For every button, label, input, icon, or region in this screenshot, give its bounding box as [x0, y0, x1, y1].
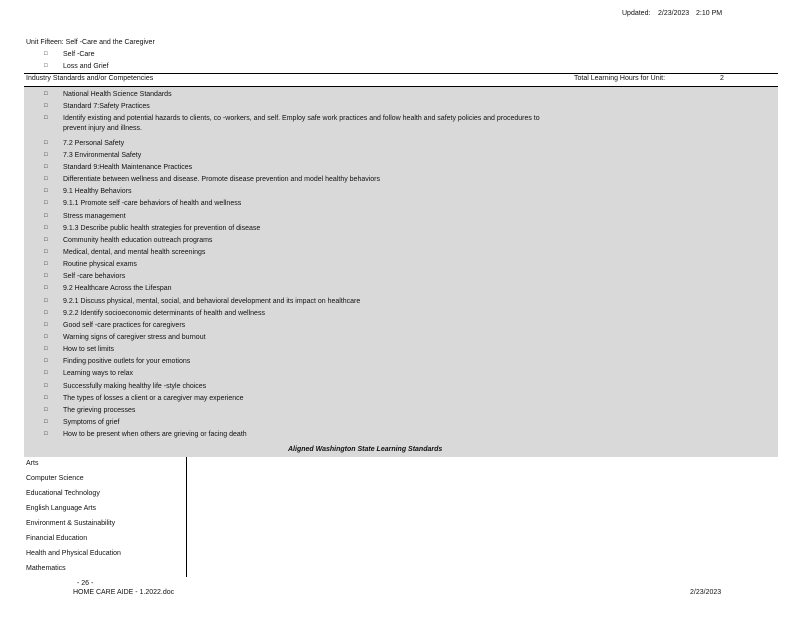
- standard-bullet: □: [44, 309, 48, 316]
- standard-bullet: □: [44, 285, 48, 292]
- standard-item: 7.2 Personal Safety: [63, 139, 125, 147]
- standard-item: The types of losses a client or a caregiver may experience: [63, 394, 244, 402]
- standard-item: Symptoms of grief: [63, 419, 120, 427]
- subject-item: Educational Technology: [26, 490, 100, 497]
- standard-bullet: □: [44, 103, 48, 110]
- standard-bullet: □: [44, 115, 48, 122]
- standard-item: prevent injury and illness.: [63, 125, 142, 133]
- standard-item: 9.1.1 Promote self -care behaviors of health and wellness: [63, 200, 242, 208]
- standard-bullet: □: [44, 163, 48, 170]
- standard-item: National Health Science Standards: [63, 91, 172, 98]
- footer-date: 2/23/2023: [690, 589, 722, 596]
- standard-bullet: □: [44, 248, 48, 255]
- standard-bullet: □: [44, 358, 48, 365]
- subject-item: English Language Arts: [26, 505, 97, 512]
- total-hours-value: 2: [720, 75, 724, 82]
- standard-bullet: □: [44, 370, 48, 377]
- footer-filename: HOME CARE AIDE - 1.2022.doc: [73, 589, 175, 596]
- standard-bullet: □: [44, 394, 48, 401]
- standard-bullet: □: [44, 176, 48, 183]
- topic-item: Loss and Grief: [63, 63, 109, 70]
- standard-item: Standard 9:Health Maintenance Practices: [63, 163, 193, 171]
- standard-item: 9.1.3 Describe public health strategies for prevention of disease: [63, 224, 261, 232]
- standard-bullet: □: [44, 188, 48, 195]
- standard-item: Good self -care practices for caregivers: [63, 321, 186, 329]
- standard-item: Routine physical exams: [63, 261, 137, 269]
- standard-bullet: □: [44, 321, 48, 328]
- standard-bullet: □: [44, 200, 48, 207]
- standard-item: Identify existing and potential hazards to clients, co -workers, and self. Employ safe work practices and follow health and safety policies and procedures to: [63, 115, 540, 123]
- page-number: - 26 -: [77, 580, 94, 587]
- standard-bullet: □: [44, 382, 48, 389]
- standard-item: 9.2.2 Identify socioeconomic determinants of health and wellness: [63, 309, 265, 317]
- standard-bullet: □: [44, 151, 48, 158]
- updated-date: 2/23/2023: [658, 10, 690, 17]
- standard-bullet: □: [44, 224, 48, 231]
- topic-bullet: □: [44, 63, 48, 69]
- table-top-border: [24, 73, 778, 74]
- standard-item: Self -care behaviors: [63, 273, 126, 281]
- updated-label: Updated:: [622, 10, 651, 17]
- standard-item: Differentiate between wellness and disease. Promote disease prevention and model healthy behaviors: [63, 176, 381, 184]
- standard-item: 9.1 Healthy Behaviors: [63, 188, 132, 196]
- standard-bullet: □: [44, 431, 48, 438]
- standard-item: Successfully making healthy life -style choices: [63, 382, 207, 390]
- standards-header-left: Industry Standards and/or Competencies: [26, 75, 154, 82]
- standard-item: Learning ways to relax: [63, 370, 134, 378]
- standard-bullet: □: [44, 297, 48, 304]
- subjects-divider: [186, 457, 187, 577]
- standard-bullet: □: [44, 261, 48, 268]
- standard-item: Finding positive outlets for your emotions: [63, 358, 191, 366]
- updated-time: 2:10 PM: [696, 10, 723, 17]
- topic-bullet: □: [44, 51, 48, 57]
- subject-item: Financial Education: [26, 535, 88, 542]
- unit-title: Unit Fifteen: Self -Care and the Caregiver: [26, 39, 155, 46]
- standard-item: 9.2.1 Discuss physical, mental, social, and behavioral development and its impact on healthcare: [63, 297, 361, 305]
- standard-bullet: □: [44, 273, 48, 280]
- aligned-standards-heading: Aligned Washington State Learning Standards: [288, 446, 443, 453]
- standard-bullet: □: [44, 91, 48, 97]
- standard-item: Medical, dental, and mental health screenings: [63, 248, 206, 256]
- subject-item: Arts: [26, 460, 39, 467]
- standard-item: The grieving processes: [63, 406, 136, 414]
- subject-item: Mathematics: [26, 565, 66, 572]
- standard-item: How to set limits: [63, 346, 114, 354]
- standard-item: Standard 7:Safety Practices: [63, 103, 150, 111]
- subject-item: Environment & Sustainability: [26, 520, 116, 527]
- standard-item: Stress management: [63, 212, 126, 220]
- standard-bullet: □: [44, 212, 48, 219]
- standard-item: How to be present when others are grieving or facing death: [63, 431, 247, 439]
- standard-item: Community health education outreach programs: [63, 236, 213, 244]
- standard-item: 9.2 Healthcare Across the Lifespan: [63, 285, 172, 293]
- subject-item: Health and Physical Education: [26, 550, 121, 557]
- standard-bullet: □: [44, 236, 48, 243]
- standard-item: Warning signs of caregiver stress and burnout: [63, 334, 206, 341]
- topic-item: Self -Care: [63, 51, 95, 58]
- standard-bullet: □: [44, 419, 48, 426]
- subject-item: Computer Science: [26, 475, 84, 482]
- standard-bullet: □: [44, 406, 48, 413]
- standard-item: 7.3 Environmental Safety: [63, 151, 142, 159]
- standard-bullet: □: [44, 334, 48, 340]
- standard-bullet: □: [44, 346, 48, 353]
- standard-bullet: □: [44, 139, 48, 146]
- total-hours-label: Total Learning Hours for Unit:: [574, 75, 666, 82]
